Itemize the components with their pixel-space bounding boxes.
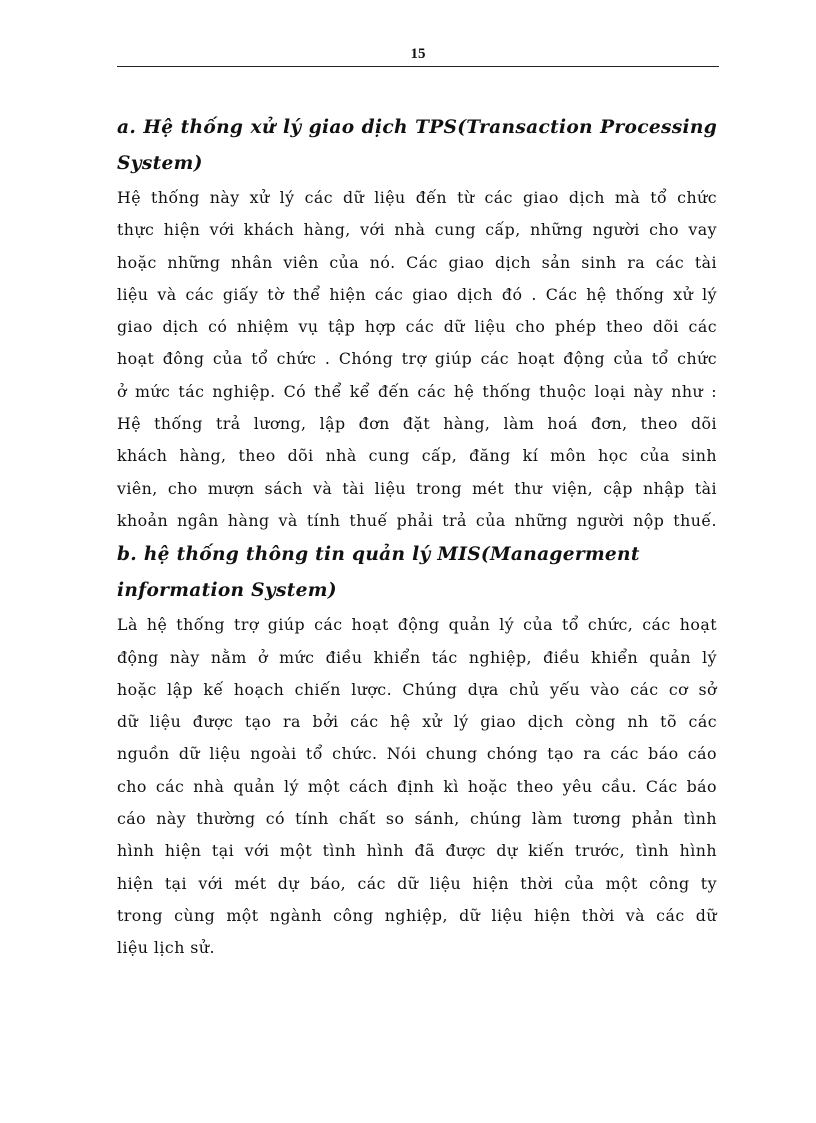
text-line: khách hàng, theo dõi nhà cung cấp, đăng kí môn học của sinh (117, 446, 717, 466)
section-b (117, 537, 717, 964)
header-rule (117, 66, 719, 67)
text-line: dữ liệu được tạo ra bởi các hệ xử lý giao dịch còng nh tõ các (117, 712, 717, 732)
text-line: nguồn dữ liệu ngoài tổ chức. Nói chung chóng tạo ra các báo cáo (117, 744, 717, 764)
section-a-paragraph (117, 182, 717, 537)
text-line: thực hiện với khách hàng, với nhà cung cấp, những người cho vay (117, 220, 717, 240)
text-line: cáo này thường có tính chất so sánh, chúng làm tương phản tình (117, 809, 717, 829)
text-line: Hệ thống này xử lý các dữ liệu đến từ các giao dịch mà tổ chức (117, 188, 717, 207)
text-line: Là hệ thống trợ giúp các hoạt động quản lý của tổ chức, các hoạt (117, 615, 717, 635)
text-line: hoặc lập kế hoạch chiến lược. Chúng dựa chủ yếu vào các cơ sở (117, 679, 717, 699)
text-line: viên, cho mượn sách và tài liệu trong mét thư viện, cập nhập tài (117, 478, 717, 498)
text-line: ở mức tác nghiệp. Có thể kể đến các hệ thống thuộc loại này như : (117, 381, 717, 401)
text-line: liệu và các giấy tờ thể hiện các giao dịch đó . Các hệ thống xử lý (117, 284, 717, 304)
text-line: động này nằm ở mức điều khiển tác nghiệp, điều khiển quản lý (117, 647, 717, 667)
heading-line: System) (117, 153, 203, 174)
text-line: hoạt đông của tổ chức . Chóng trợ giúp các hoạt động của tổ chức (117, 349, 717, 369)
heading-line: information System) (117, 580, 337, 602)
document-body (117, 110, 717, 965)
section-a (117, 110, 717, 537)
text-line: hiện tại với mét dự báo, các dữ liệu hiện thời của một công ty (117, 873, 717, 893)
text-line: hình hiện tại với một tình hình đã được dự kiến trước, tình hình (117, 841, 717, 861)
section-b-heading (117, 537, 717, 609)
heading-line: a. Hệ thống xử lý giao dịch TPS(Transaction Processing (117, 117, 717, 138)
text-line: trong cùng một ngành công nghiệp, dữ liệu hiện thời và các dữ (117, 905, 717, 925)
heading-line: b. hệ thống thông tin quản lý MIS(Managerment (117, 544, 640, 566)
text-line: hoặc những nhân viên của nó. Các giao dịch sản sinh ra các tài (117, 252, 717, 272)
text-line: Hệ thống trả lương, lập đơn đặt hàng, làm hoá đơn, theo dõi (117, 414, 717, 434)
text-line: giao dịch có nhiệm vụ tập hợp các dữ liệu cho phép theo dõi các (117, 317, 717, 337)
section-b-paragraph (117, 609, 717, 964)
text-line: cho các nhà quản lý một cách định kì hoặc theo yêu cầu. Các báo (117, 776, 717, 796)
section-a-heading (117, 110, 717, 182)
page-number: 15 (410, 46, 426, 62)
text-line: liệu lịch sử. (117, 938, 215, 958)
text-line: khoản ngân hàng và tính thuế phải trả của những người nộp thuế. (117, 510, 717, 530)
